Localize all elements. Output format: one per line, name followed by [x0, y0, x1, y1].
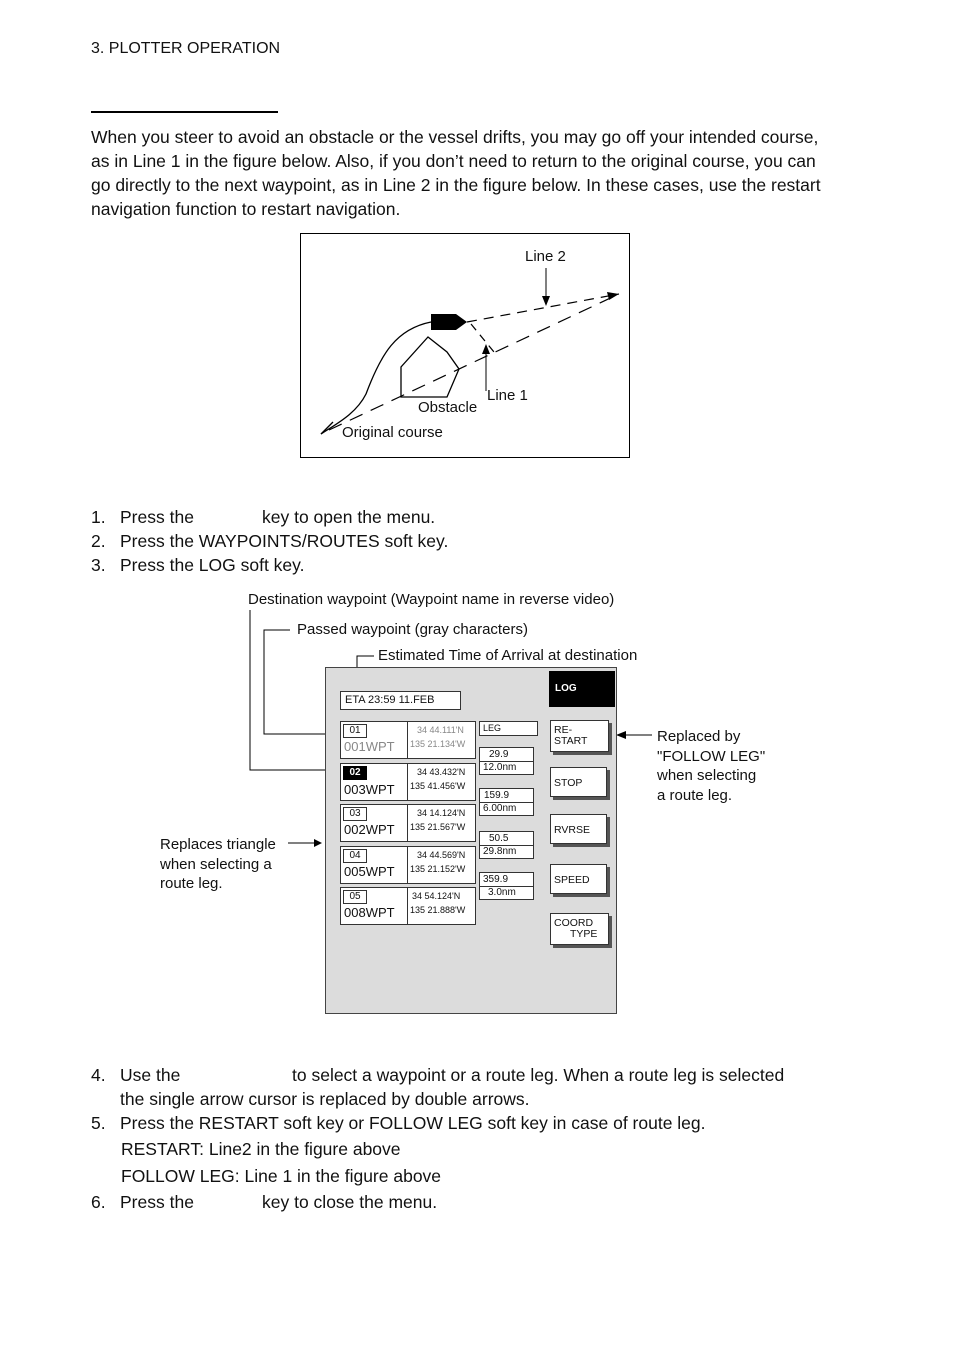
leg-header: LEG — [479, 721, 538, 736]
waypoint-name: 002WPT — [344, 822, 395, 837]
waypoint-row[interactable]: 01 001WPT 34 44.111'N 135 21.134'W — [340, 721, 476, 759]
route-leg[interactable]: 50.5 29.8nm — [479, 831, 534, 859]
waypoint-row[interactable]: 05 008WPT 34 54.124'N 135 21.888'W — [340, 887, 476, 925]
step-5: 5. Press the RESTART soft key or FOLLOW LEG soft key in case of route leg. — [91, 1113, 706, 1133]
stop-softkey[interactable]: STOP — [550, 767, 607, 797]
callout-eta: Estimated Time of Arrival at destination — [378, 647, 638, 664]
step-2: 2. Press the WAYPOINTS/ROUTES soft key. — [91, 531, 449, 551]
log-screen — [325, 667, 617, 1014]
line2-label: Line 2 — [525, 248, 566, 265]
waypoint-name: 008WPT — [344, 905, 395, 920]
step-5-restart-note: RESTART: Line2 in the figure above — [121, 1139, 401, 1159]
route-leg[interactable]: 29.9 12.0nm — [479, 747, 534, 775]
callout-destination: Destination waypoint (Waypoint name in reverse video) — [248, 591, 615, 608]
intro-paragraph: When you steer to avoid an obstacle or the vessel drifts, you may go off your intended course, as in Line 1 in the figure below. Also, if you don’t need to return to the original course, you can go directly to the next waypoint, as in Line 2 in the figure below. In these cases, use the restart navigation function to restart navigation. — [91, 127, 821, 219]
section-header: 3. PLOTTER OPERATION — [91, 40, 281, 57]
waypoint-row[interactable]: 03 002WPT 34 14.124'N 135 21.567'W — [340, 804, 476, 842]
coord-type-softkey[interactable]: COORD TYPE — [550, 913, 609, 945]
vessel-track — [321, 322, 431, 434]
softkey-title-log: LOG — [549, 671, 615, 707]
callout-replaces-triangle: Replaces triangle when selecting a route leg. — [160, 836, 276, 892]
route-leg[interactable]: 359.9 3.0nm — [479, 872, 534, 900]
eta-box: ETA 23:59 11.FEB — [340, 691, 461, 710]
route-leg[interactable]: 159.9 6.00nm — [479, 788, 534, 816]
callout-passed: Passed waypoint (gray characters) — [297, 621, 528, 638]
waypoint-row[interactable]: 02 003WPT 34 43.432'N 135 41.456'W — [340, 763, 476, 801]
waypoint-name: 001WPT — [344, 739, 395, 754]
step-4: 4. Use the to select a waypoint or a route leg. When a route leg is selected the single arrow cursor is replaced by double arrows. — [91, 1065, 785, 1109]
reverse-softkey[interactable]: RVRSE — [550, 814, 607, 844]
speed-softkey[interactable]: SPEED — [550, 864, 607, 894]
restart-softkey[interactable]: RE- START — [550, 720, 609, 752]
restart-diagram — [300, 233, 630, 458]
step-5-follow-leg-note: FOLLOW LEG: Line 1 in the figure above — [121, 1166, 442, 1186]
line1-path — [471, 324, 494, 352]
line1-label: Line 1 — [487, 387, 528, 404]
vessel-icon — [431, 314, 467, 330]
waypoint-row[interactable]: 04 005WPT 34 44.569'N 135 21.152'W — [340, 846, 476, 884]
section-rule — [91, 111, 278, 113]
waypoint-name: 005WPT — [344, 864, 395, 879]
step-1: 1. Press the key to open the menu. — [91, 507, 436, 527]
obstacle-shape — [401, 337, 459, 397]
waypoint-name: 003WPT — [344, 782, 395, 797]
callout-replaced-by: Replaced by "FOLLOW LEG" when selecting a route leg. — [657, 728, 766, 804]
obstacle-label: Obstacle — [418, 399, 478, 416]
step-3: 3. Press the LOG soft key. — [91, 555, 305, 575]
original-course-label: Original course — [342, 424, 443, 441]
step-6: 6. Press the key to close the menu. — [91, 1192, 438, 1212]
